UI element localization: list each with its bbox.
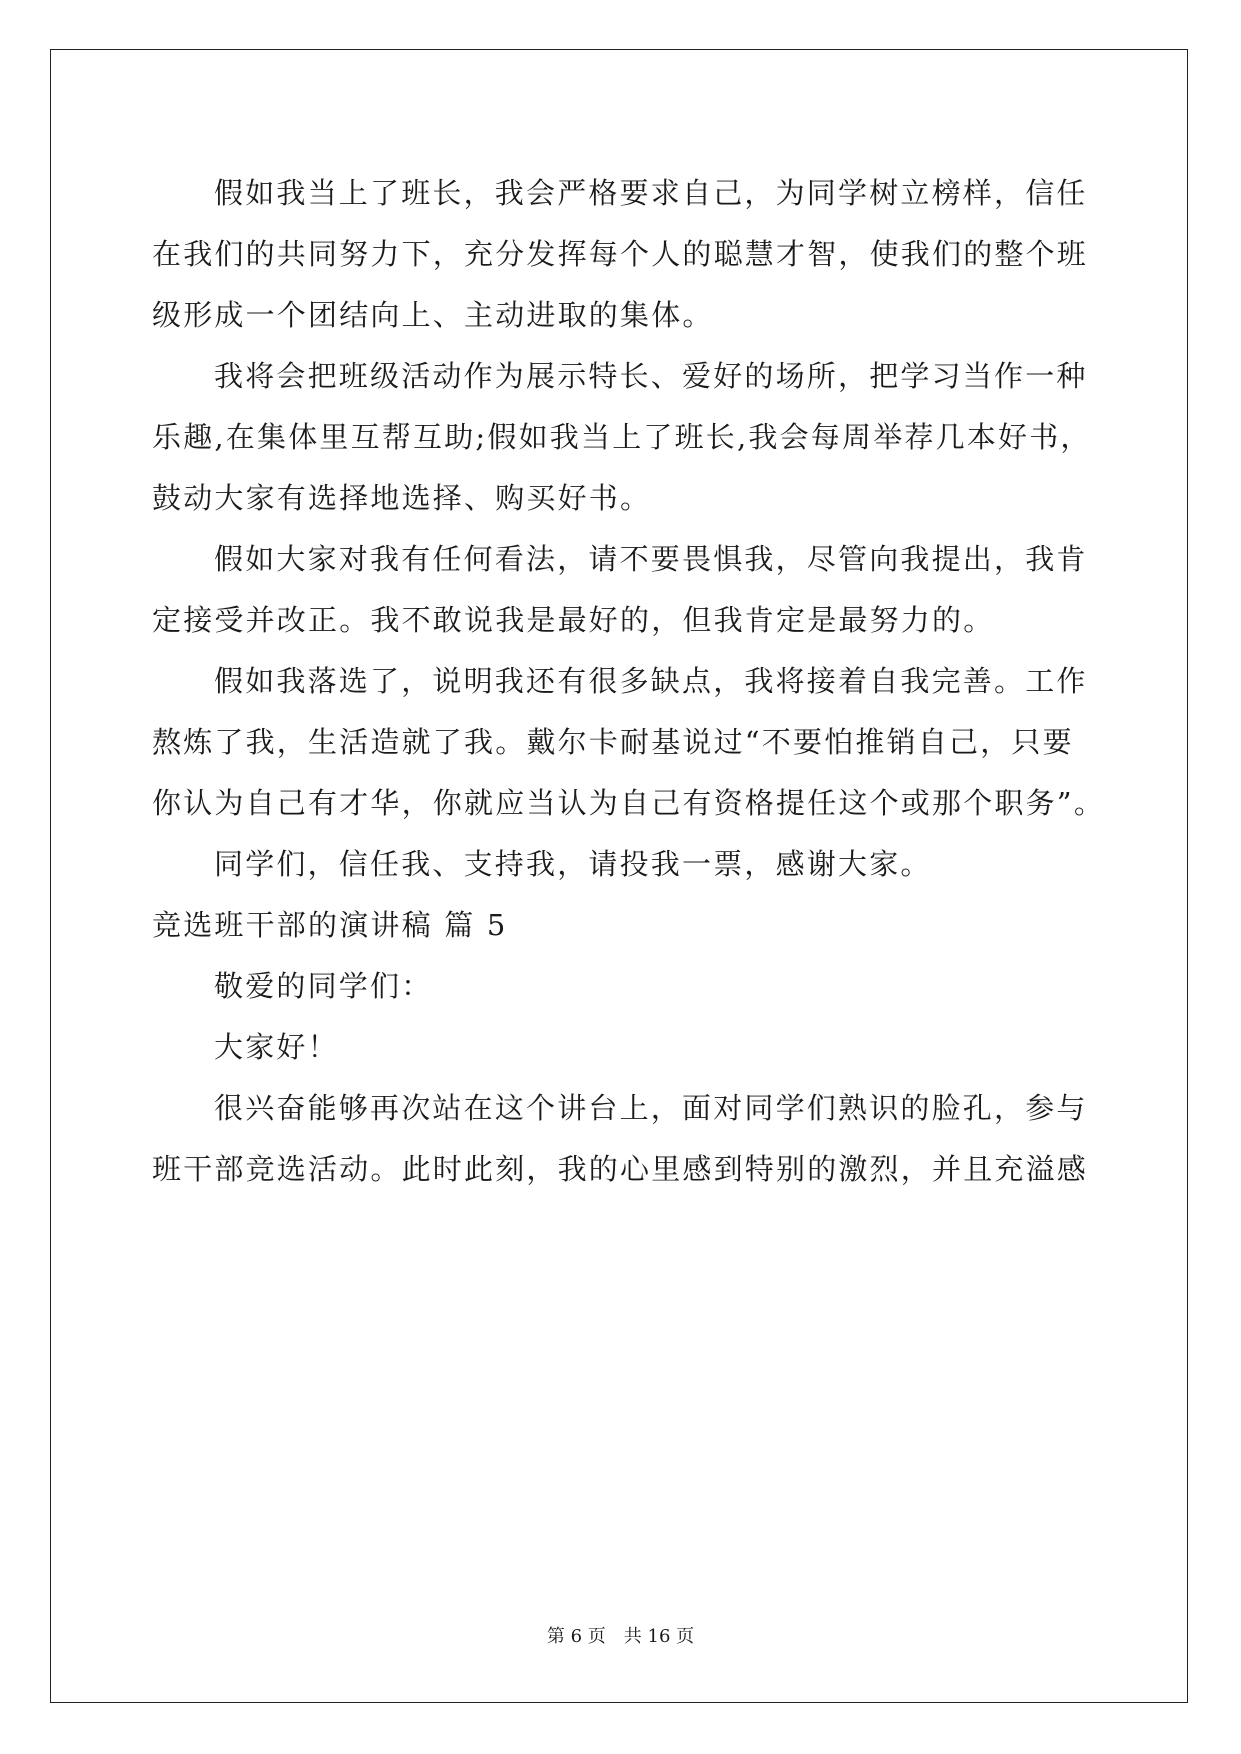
text-line-17: 班干部竞选活动。此时此刻，我的心里感到特别的激烈，并且充溢感 <box>152 1152 1089 1186</box>
text-line-4: 我将会把班级活动作为展示特长、爱好的场所，把学习当作一种 <box>214 359 1088 393</box>
page-number-total: 共 16 页 <box>623 1626 695 1647</box>
section-heading: 竞选班干部的演讲稿 篇 5 <box>152 908 508 942</box>
page-number-current: 第 6 页 <box>546 1626 606 1647</box>
text-line-3: 级形成一个团结向上、主动进取的集体。 <box>152 298 714 332</box>
text-line-9: 假如我落选了，说明我还有很多缺点，我将接着自我完善。工作 <box>214 664 1088 698</box>
document-body <box>152 163 1106 1200</box>
greeting: 大家好！ <box>214 1030 339 1064</box>
text-line-1: 假如我当上了班长，我会严格要求自己，为同学树立榜样，信任 <box>214 176 1088 210</box>
text-line-16: 很兴奋能够再次站在这个讲台上，面对同学们熟识的脸孔，参与 <box>214 1091 1088 1125</box>
text-line-5: 乐趣,在集体里互帮互助;假如我当上了班长,我会每周举荐几本好书， <box>152 420 1092 454</box>
text-line-2: 在我们的共同努力下，充分发挥每个人的聪慧才智，使我们的整个班 <box>152 237 1089 271</box>
salutation: 敬爱的同学们： <box>214 969 433 1003</box>
text-line-11: 你认为自己有才华，你就应当认为自己有资格提任这个或那个职务”。 <box>152 786 1106 820</box>
text-line-6: 鼓动大家有选择地选择、购买好书。 <box>152 481 652 515</box>
text-line-7: 假如大家对我有任何看法，请不要畏惧我，尽管向我提出，我肯 <box>214 542 1088 576</box>
page-footer <box>0 1622 1241 1648</box>
text-line-12: 同学们，信任我、支持我，请投我一票，感谢大家。 <box>214 847 932 881</box>
text-line-10: 熬炼了我，生活造就了我。戴尔卡耐基说过“不要怕推销自己，只要 <box>152 725 1074 759</box>
text-line-8: 定接受并改正。我不敢说我是最好的，但我肯定是最努力的。 <box>152 603 995 637</box>
